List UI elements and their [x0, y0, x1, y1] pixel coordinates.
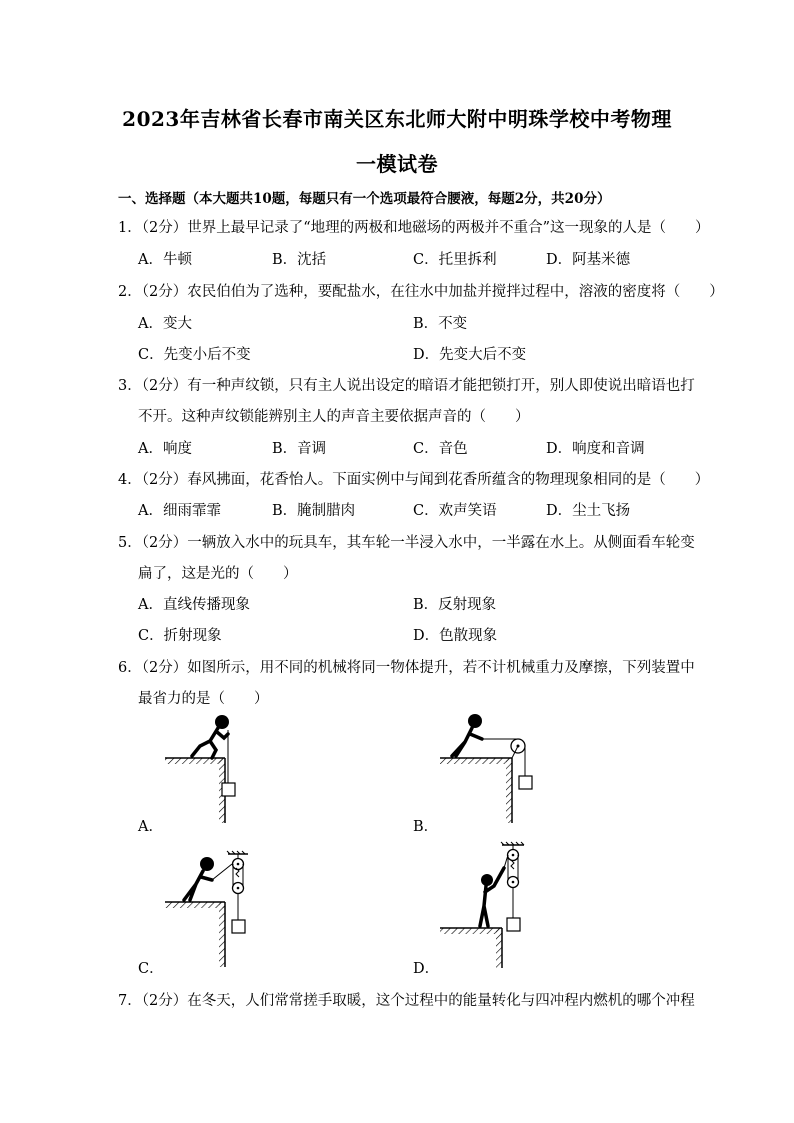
- question-6-text-line2: 最省力的是（ ）: [138, 691, 269, 707]
- question-4-text: 4．（2分）春风拂面，花香怡人。下面实例中与闻到花香所蕴含的物理现象相同的是（ ）: [118, 472, 710, 488]
- question-6-text-line1: 6．（2分）如图所示，用不同的机械将同一物体提升，若不计机械重力及摩擦，下列装置中: [118, 660, 695, 676]
- q5-option-a[interactable]: A．直线传播现象: [138, 597, 250, 613]
- q4-option-c[interactable]: C．欢声笑语: [413, 503, 497, 519]
- q6-option-d[interactable]: D．: [413, 961, 440, 977]
- q2-option-c[interactable]: C．先变小后不变: [138, 347, 251, 363]
- q6-option-a[interactable]: A．: [138, 819, 163, 835]
- q4-option-d[interactable]: D．尘土飞扬: [546, 503, 631, 519]
- question-5-text-line2: 扁了，这是光的（ ）: [138, 566, 298, 582]
- q5-option-d[interactable]: D．色散现象: [413, 628, 498, 644]
- q6-figure-b[interactable]: [432, 708, 552, 828]
- question-5-text-line1: 5．（2分）一辆放入水中的玩具车，其车轮一半浸入水中，一半露在水上。从侧面看车轮变: [118, 535, 695, 551]
- q3-option-d[interactable]: D．响度和音调: [546, 441, 645, 457]
- q2-option-b[interactable]: B．不变: [413, 316, 468, 332]
- q6-figure-d[interactable]: [432, 840, 552, 970]
- question-7-text: 7．（2分）在冬天，人们常常搓手取暖，这个过程中的能量转化与四冲程内燃机的哪个冲程: [118, 993, 695, 1009]
- q3-option-c[interactable]: C．音色: [413, 441, 468, 457]
- q6-figure-c[interactable]: [160, 850, 270, 970]
- q1-option-b[interactable]: B．沈括: [272, 252, 327, 268]
- q3-option-b[interactable]: B．音调: [272, 441, 327, 457]
- q2-option-d[interactable]: D．先变大后不变: [413, 347, 527, 363]
- q4-option-b[interactable]: B．腌制腊肉: [272, 503, 356, 519]
- q6-option-b[interactable]: B．: [413, 819, 439, 835]
- q1-option-a[interactable]: A．牛顿: [138, 252, 192, 268]
- section-heading: 一、选择题（本大题共10题，每题只有一个选项最符合腰液，每题2分，共20分）: [118, 191, 611, 207]
- q2-option-a[interactable]: A．变大: [138, 316, 192, 332]
- question-3-text-line1: 3．（2分）有一种声纹锁，只有主人说出设定的暗语才能把锁打开，别人即使说出暗语也打: [118, 378, 695, 394]
- q4-option-a[interactable]: A．细雨霏霏: [138, 503, 221, 519]
- q3-option-a[interactable]: A．响度: [138, 441, 192, 457]
- question-3-text-line2: 不开。这种声纹锁能辨别主人的声音主要依据声音的（ ）: [138, 409, 530, 425]
- exam-title-line1: 2023年吉林省长春市南关区东北师大附中明珠学校中考物理: [122, 107, 672, 131]
- question-1-text: 1．（2分）世界上最早记录了“地理的两极和地磁场的两极并不重合”这一现象的人是（ ）: [118, 220, 710, 236]
- q1-option-c[interactable]: C．托里拆利: [413, 252, 497, 268]
- q5-option-c[interactable]: C．折射现象: [138, 628, 222, 644]
- exam-title-line2: 一模试卷: [356, 152, 438, 176]
- q5-option-b[interactable]: B．反射现象: [413, 597, 497, 613]
- q6-figure-a[interactable]: [160, 708, 270, 828]
- q6-option-c[interactable]: C．: [138, 961, 164, 977]
- q1-option-d[interactable]: D．阿基米德: [546, 252, 631, 268]
- question-2-text: 2．（2分）农民伯伯为了选种，要配盐水，在往水中加盐并搅拌过程中，溶液的密度将（ ）: [118, 284, 724, 300]
